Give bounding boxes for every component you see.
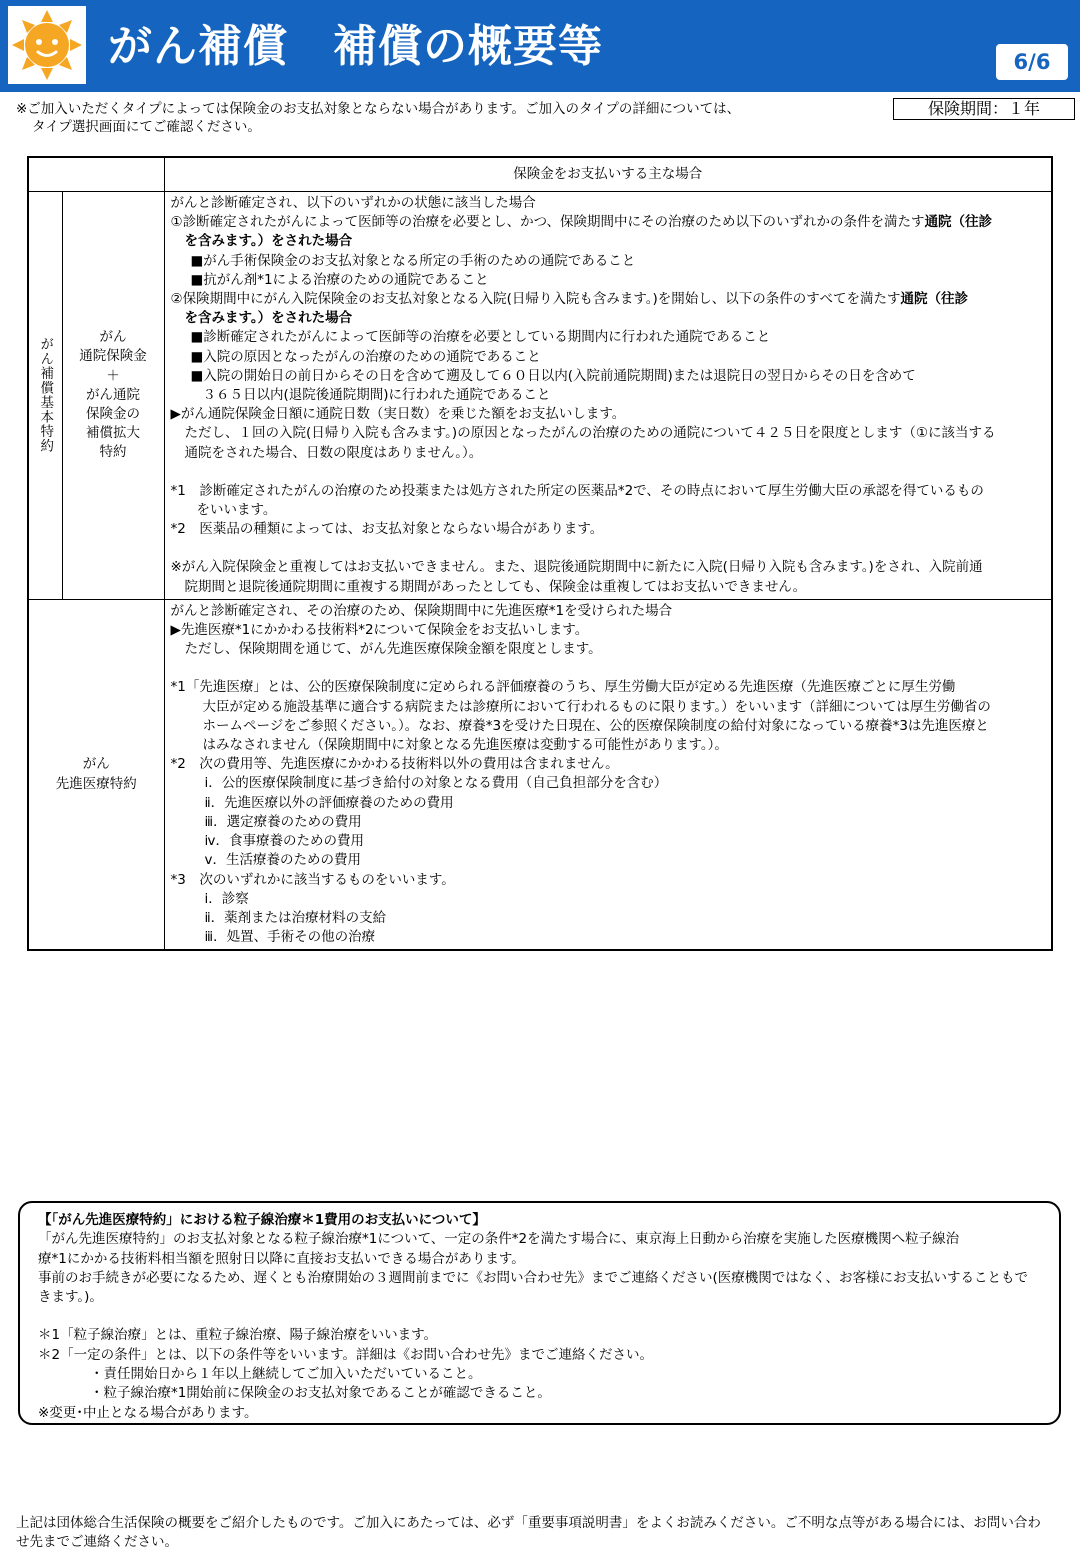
table-row bbox=[28, 192, 1052, 600]
info-box-title: 【「がん先進医療特約」における粒子線治療＊1費用のお支払いについて】 bbox=[38, 1212, 486, 1228]
description-line: ■抗がん剤*1による治療のための通院であること bbox=[190, 271, 489, 288]
info-box-line: ＊1「粒子線治療」とは、重粒子線治療、陽子線治療をいいます。 bbox=[38, 1327, 438, 1344]
table-row bbox=[28, 599, 1052, 950]
page-footer bbox=[16, 1514, 1070, 1553]
description-line: ただし、保険期間を通じて、がん先進医療保険金額を限度とします。 bbox=[184, 641, 602, 658]
benefit-name-line: 先進医療特約 bbox=[55, 775, 137, 792]
logo bbox=[8, 6, 86, 84]
footnote-line: *2 医薬品の種類によっては、お支払対象とならない場合があります。 bbox=[170, 521, 604, 538]
footnote-line: *2 次の費用等、先進医療にかかわる技術料以外の費用は含まれません。 bbox=[170, 756, 619, 773]
type-note-line: タイプ選択画面にてご確認ください。 bbox=[32, 119, 261, 135]
footnote-line: ※がん入院保険金と重複してはお支払いできません。また、退院後通院期間中に新たに入院(日帰り入院も含みます。)をされ、入院前通 bbox=[170, 559, 983, 576]
description-line: ■入院の原因となったがんの治療のための通院であること bbox=[190, 348, 541, 365]
footer-line: せ先までご連絡ください。 bbox=[16, 1534, 178, 1551]
benefit-name-line: ＋ bbox=[106, 367, 120, 384]
footnote-line: はみなされません（保険期間中に対象となる先進医療は変動する可能性があります。）。 bbox=[202, 737, 728, 754]
description-line: を含みます。）をされた場合 bbox=[184, 310, 353, 327]
table-header: 保険金をお支払いする主な場合 bbox=[164, 157, 1052, 192]
benefit-name-line: がん bbox=[99, 329, 127, 346]
description-line: 通院をされた場合、日数の限度はありません。）。 bbox=[184, 444, 483, 461]
info-box-line: きます。)。 bbox=[38, 1289, 103, 1306]
description-line: がんと診断確定され、その治療のため、保険期間中に先進医療*1を受けられた場合 bbox=[170, 602, 673, 619]
group-label: がん補償基本特約 bbox=[37, 337, 54, 454]
description-line: を含みます。）をされた場合 bbox=[184, 233, 353, 250]
list-item: ⅳ．食事療養のための費用 bbox=[204, 833, 364, 850]
list-item: ⅱ．薬剤または治療材料の支給 bbox=[204, 909, 387, 926]
description-line: ▶先進医療*1にかかわる技術料*2について保険金をお支払いします。 bbox=[170, 622, 589, 639]
description-line: ■がん手術保険金のお支払対象となる所定の手術のための通院であること bbox=[190, 252, 636, 269]
description-line: がんと診断確定され、以下のいずれかの状態に該当した場合 bbox=[170, 195, 536, 211]
footnote-line: をいいます。 bbox=[196, 502, 277, 519]
benefit-name-line: がん通院 bbox=[86, 386, 140, 403]
benefit-name-line: 通院保険金 bbox=[79, 348, 147, 365]
description-line: ■診断確定されたがんによって医師等の治療を必要としている期間内に行われた通院であること bbox=[190, 329, 771, 346]
list-item: ⅱ．先進医療以外の評価療養のための費用 bbox=[204, 794, 454, 811]
list-item: ⅴ．生活療養のための費用 bbox=[204, 852, 361, 869]
group-label-cell bbox=[28, 192, 62, 600]
description-line: ３６５日以内(退院後通院期間)に行われた通院であること bbox=[202, 387, 551, 404]
benefit-name bbox=[62, 192, 164, 600]
info-box-line: ＊2「一定の条件」とは、以下の条件等をいいます。詳細は《お問い合わせ先》までご連絡ください。 bbox=[38, 1346, 654, 1363]
benefit-name-line: がん bbox=[82, 756, 110, 773]
benefit-name-line: 補償拡大 bbox=[86, 425, 140, 442]
page-title: がん補償 補償の概要等 bbox=[108, 21, 603, 72]
insurance-period: 保険期間：１年 bbox=[893, 98, 1075, 120]
footnote-line: *1「先進医療」とは、公的医療保険制度に定められる評価療養のうち、厚生労働大臣が定める先進医療（先進医療ごとに厚生労働 bbox=[170, 679, 956, 696]
particle-therapy-info-box bbox=[18, 1201, 1061, 1425]
page-header bbox=[0, 0, 1080, 92]
info-box-line: 療*1にかかる技術料相当額を照射日以降に直接お支払いできる場合があります。 bbox=[38, 1250, 525, 1267]
footnote-line: *1 診断確定されたがんの治療のため投薬または処方された所定の医薬品*2で、その時点において厚生労働大臣の承認を得ているもの bbox=[170, 482, 984, 499]
info-box-line: 「がん先進医療特約」のお支払対象となる粒子線治療*1について、一定の条件*2を満たす場合に、東京海上日動から治療を実施した医療機関へ粒子線治 bbox=[38, 1231, 960, 1248]
benefit-name-line: 保険金の bbox=[86, 406, 140, 423]
type-note-line: ※ご加入いただくタイプによっては保険金のお支払対象とならない場合があります。ご加入のタイプの詳細については、 bbox=[16, 101, 741, 117]
description-line: ②保険期間中にがん入院保険金のお支払対象となる入院(日帰り入院も含みます。)を開始し、以下の条件のすべてを満たす通院（往診 bbox=[170, 291, 969, 308]
info-box-line: ・粒子線治療*1開始前に保険金のお支払対象であることが確認できること。 bbox=[90, 1385, 551, 1402]
table-header-row bbox=[28, 157, 1052, 192]
footer-line: 上記は団体総合生活保険の概要をご紹介したものです。ご加入にあたっては、必ず「重要事項説明書」をよくお読みください。ご不明な点等がある場合には、お問い合わ bbox=[16, 1515, 1041, 1531]
description-line: ■入院の開始日の前日からその日を含めて遡及して６０日以内(入院前通院期間)または退院日の翌日からその日を含めて bbox=[190, 367, 916, 384]
benefit-name bbox=[28, 599, 164, 950]
footnote-line: ホームページをご参照ください。）。なお、療養*3を受けた日現在、公的医療保険制度の給付対象になっている療養*3は先進医療と bbox=[202, 717, 989, 734]
footnote-line: 院期間と退院後通院期間に重複する期間があったとしても、保険金は重複してはお支払いできません。 bbox=[184, 578, 807, 595]
benefit-name-line: 特約 bbox=[99, 444, 127, 461]
list-item: ⅰ．公的医療保険制度に基づき給付の対象となる費用（自己負担部分を含む） bbox=[204, 775, 668, 792]
list-item: ⅲ．処置、手術その他の治療 bbox=[204, 929, 376, 946]
info-box-line: ※変更･中止となる場合があります。 bbox=[38, 1404, 258, 1421]
footnote-line: *3 次のいずれかに該当するものをいいます。 bbox=[170, 871, 455, 888]
coverage-table bbox=[27, 156, 1053, 951]
footnote-line: 大臣が定める施設基準に適合する病院または診療所において行われるものに限ります。）をいいます（詳細については厚生労働省の bbox=[202, 698, 991, 715]
info-box-line: 事前のお手続きが必要になるため、遅くとも治療開始の３週間前までに《お問い合わせ先》までご連絡ください(医療機関ではなく、お客様にお支払いすることもで bbox=[38, 1269, 1028, 1286]
sun-mascot-icon bbox=[8, 6, 86, 84]
info-box-line: ・責任開始日から１年以上継続してご加入いただいていること。 bbox=[90, 1366, 482, 1383]
description-line: ▶がん通院保険金日額に通院日数（実日数）を乗じた額をお支払いします。 bbox=[170, 406, 626, 423]
list-item: ⅰ．診察 bbox=[204, 890, 249, 907]
table-header-blank bbox=[28, 157, 164, 192]
description-line: ただし、１回の入院(日帰り入院も含みます。)の原因となったがんの治療のための通院について４２５日を限度とします（①に該当する bbox=[184, 425, 996, 442]
type-note bbox=[16, 100, 876, 136]
benefit-description bbox=[164, 599, 1052, 950]
page-number-badge: 6/6 bbox=[994, 42, 1070, 82]
benefit-description bbox=[164, 192, 1052, 600]
list-item: ⅲ．選定療養のための費用 bbox=[204, 813, 362, 830]
description-line: ①診断確定されたがんによって医師等の治療を必要とし、かつ、保険期間中にその治療のため以下のいずれかの条件を満たす通院（往診 bbox=[170, 214, 993, 231]
